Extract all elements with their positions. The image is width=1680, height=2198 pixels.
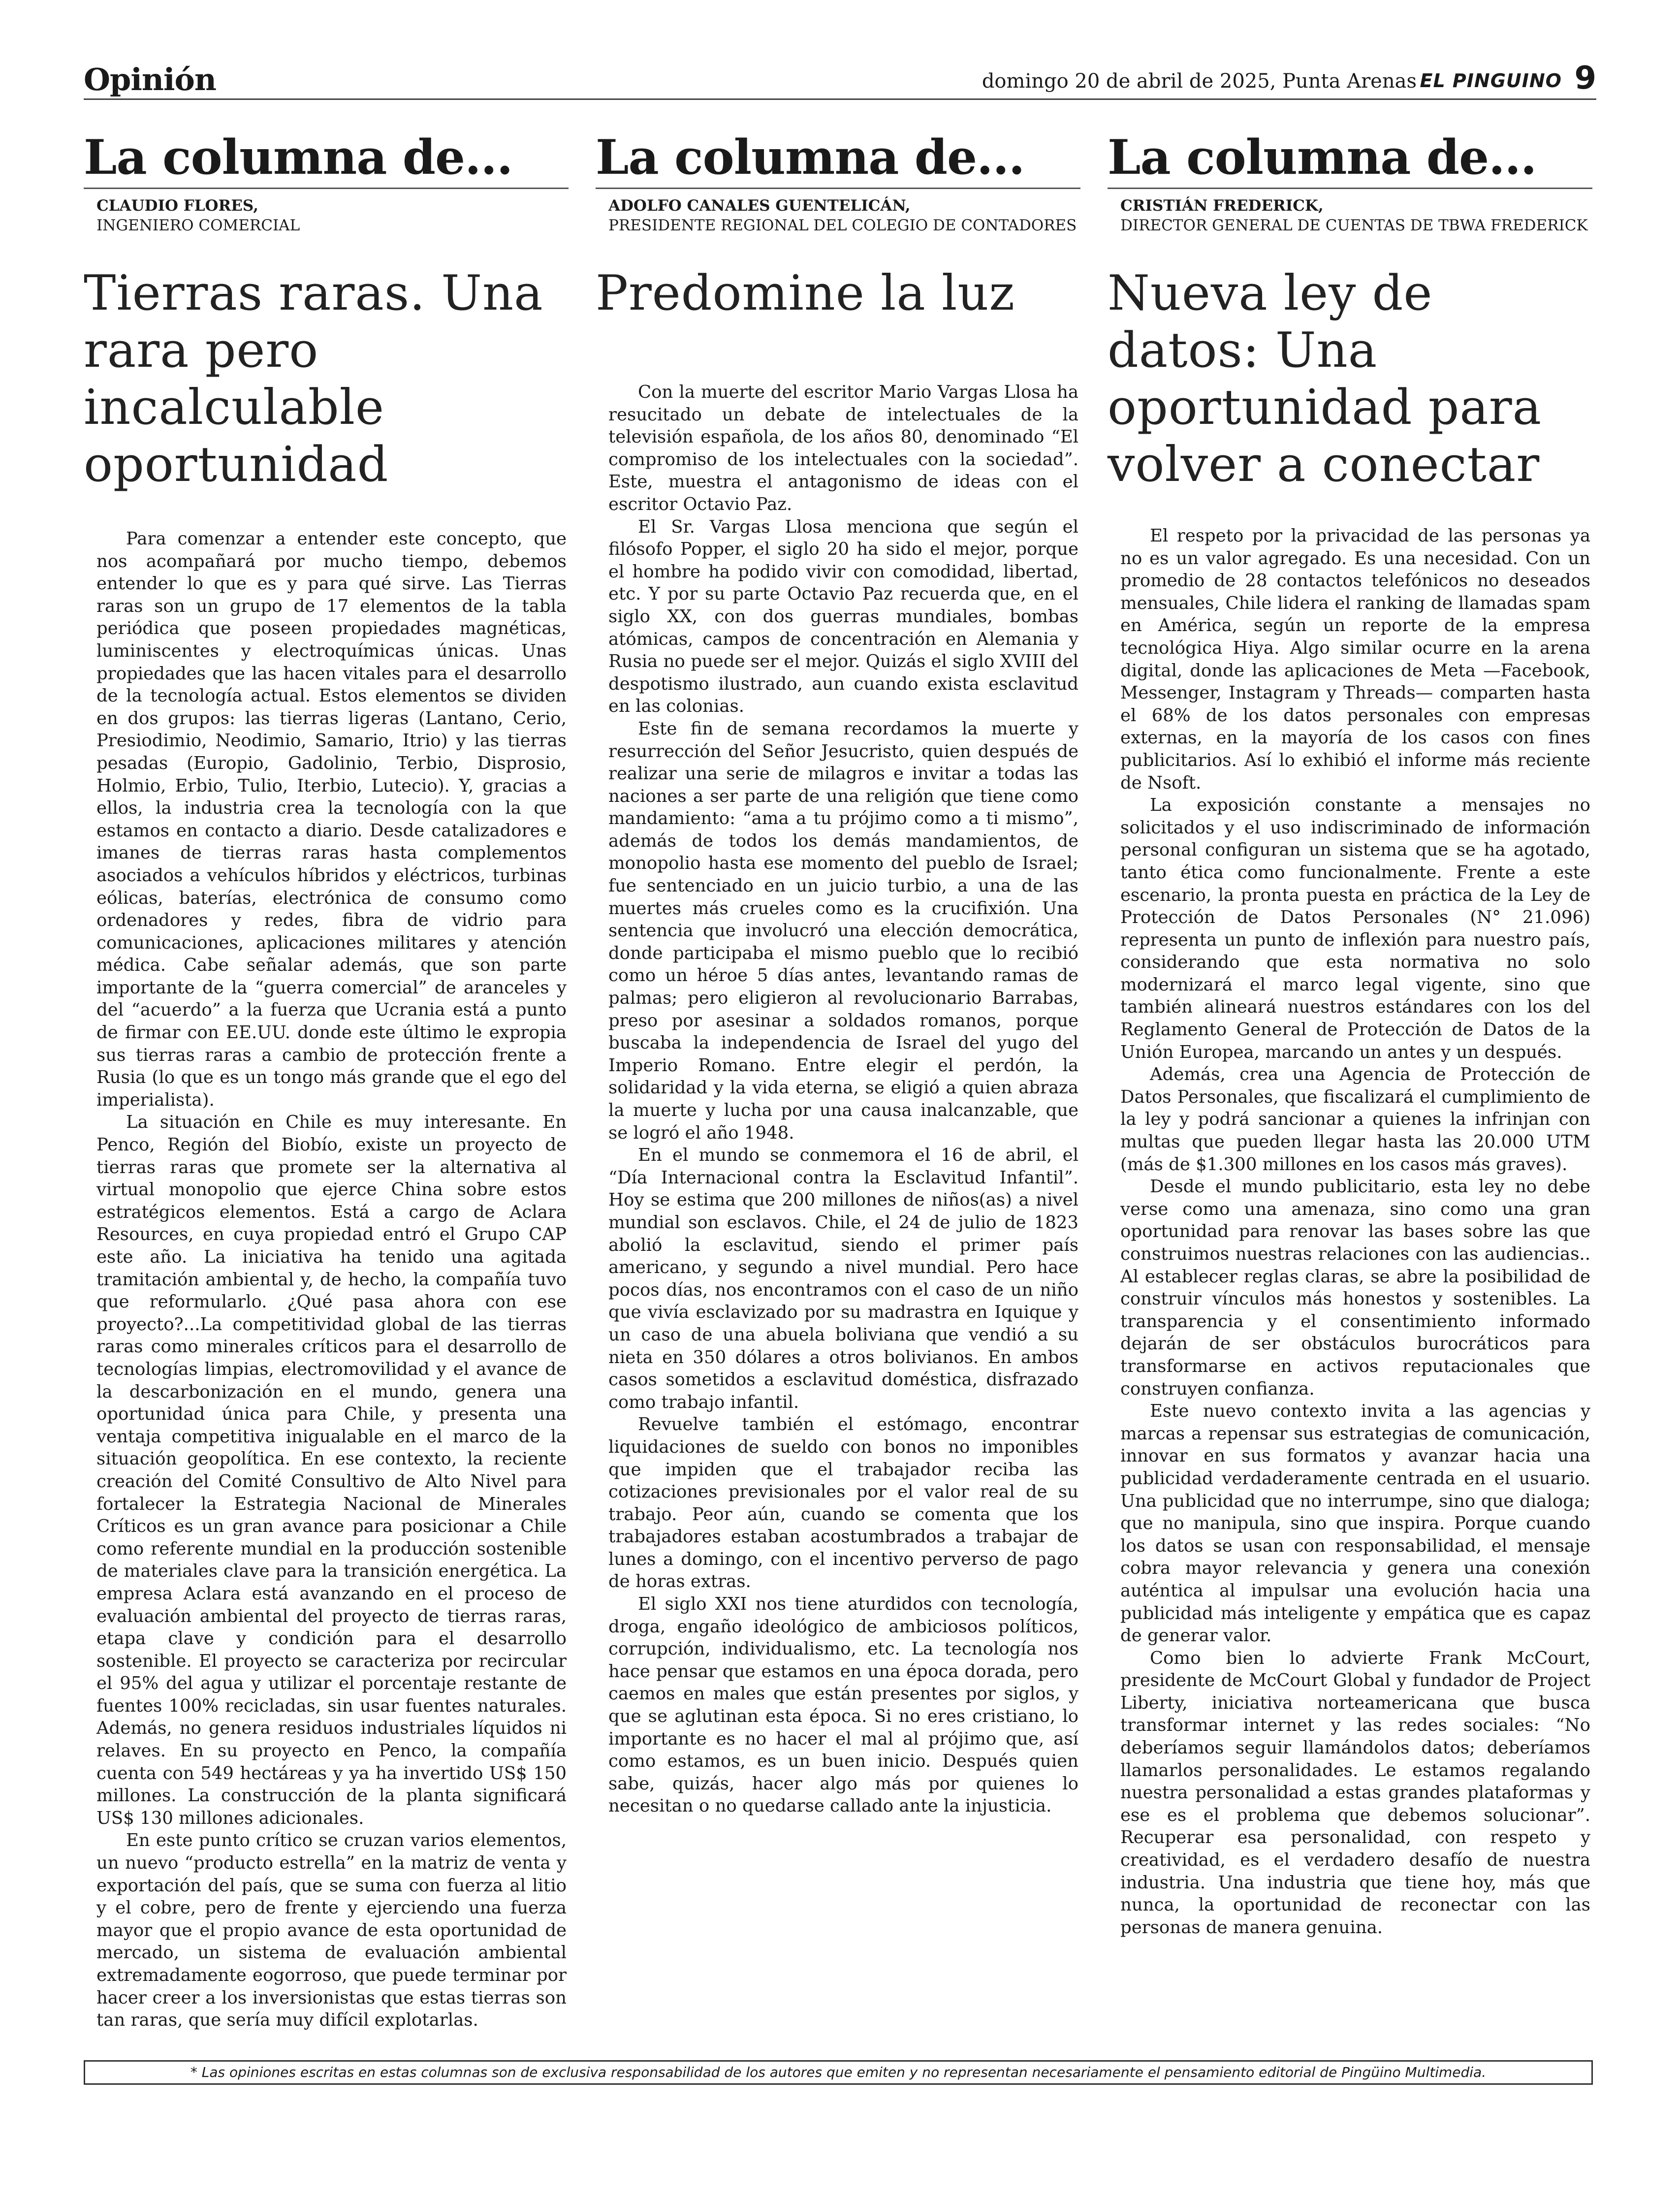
- paragraph: La situación en Chile es muy interesante. En Penco, Región del Biobío, existe un proyecto de tierras raras que promete ser la alternativa al virtual monopolio que ejerce China sobre estos estratégicos elementos. Está a cargo de Aclara Resources, en cuya propiedad entró el Grupo CAP este año. La iniciativa ha tenido una agitada tramitación ambiental y, de hecho, la compañía tuvo que reformularlo. ¿Qué pasa ahora con ese proyecto?...La competitividad global de las tierras raras como minerales críticos para el desarrollo de tecnologías limpias, electromovilidad y el avance de la descarbonización en el mundo, genera una oportunidad única para Chile, y presenta una ventaja competitiva inigualable en el marco de la situación geopolítica. En ese contexto, la reciente creación del Comité Consultivo de Alto Nivel para fortalecer la Estrategia Nacional de Minerales Críticos es un gran avance para posicionar a Chile como referente mundial en la producción sostenible de materiales clave para la transición energética. La empresa Aclara está avanzando en el proceso de evaluación ambiental del proyecto de tierras raras, etapa clave y condición para el desarrollo sostenible. El proyecto se caracteriza por recircular el 95% del agua y utilizar el porcentaje restante de fuentes 100% recicladas, sin usar fuentes naturales. Además, no genera residuos industriales líquidos ni relaves. En su proyecto en Penco, la compañía cuenta con 549 hectáreas y ya ha invertido US$ 150 millones. La construcción de la planta significará US$ 130 millones adicionales.: [96, 1112, 567, 1828]
- paragraph: Desde el mundo publicitario, esta ley no debe verse como una amenaza, sino como una gran oportunidad para renovar las bases sobre las que construimos nuestras relaciones con las audiencias.. Al establecer reglas claras, se abre la posibilidad de construir vínculos más honestos y sostenibles. La transparencia y el consentimiento informado dejarán de ser obstáculos burocráticos para transformarse en activos reputacionales que construyen confianza.: [1120, 1177, 1590, 1399]
- column-1: [84, 130, 569, 2031]
- disclaimer-box: * Las opiniones escritas en estas columnas son de exclusiva responsabilidad de los autores que emiten y no representan necesariamente el pensamiento editorial de Pingüino Multimedia.: [84, 2060, 1593, 2085]
- paragraph: La exposición constante a mensajes no solicitados y el uso indiscriminado de información personal configuran un sistema que se ha agotado, tanto ética como funcionalmente. Frente a este escenario, la pronta puesta en práctica de la Ley de Protección de Datos Personales (N° 21.096) representa un punto de inflexión para nuestro país, considerando que esta normativa no solo modernizará el marco legal vigente, sino que también alineará nuestros estándares con los del Reglamento General de Protección de Datos de la Unión Europea, marcando un antes y un después.: [1120, 795, 1590, 1062]
- author-name: CRISTIÁN FREDERICK,: [1120, 197, 1324, 215]
- article-body: [1120, 525, 1590, 1939]
- column-kicker: La columna de...: [84, 130, 569, 189]
- section-name: Opinión: [84, 62, 216, 97]
- paragraph: En este punto crítico se cruzan varios elementos, un nuevo “producto estrella” en la matriz de venta y exportación del país, que se suma con fuerza al litio y el cobre, pero de frente y ejerciendo una fuerza mayor que el propio avance de esta oportunidad de mercado, un sistema de evaluación ambiental extremadamente eogorroso, que puede terminar por hacer creer a los inversionistas que estas tierras son tan raras, que sería muy difícil explotarlas.: [96, 1830, 567, 2031]
- author-role: PRESIDENTE REGIONAL DEL COLEGIO DE CONTADORES: [608, 217, 1077, 234]
- paragraph: En el mundo se conmemora el 16 de abril, el “Día Internacional contra la Esclavitud Infantil”. Hoy se estima que 200 millones de niños(as) a nivel mundial son esclavos. Chile, el 24 de julio de 1823 abolió la esclavitud, siendo el primer país americano, y segundo a nivel mundial. Pero hace pocos días, nos encontramos con el caso de un niño que vivía esclavizado por su madrastra en Iquique y un caso de una abuela boliviana que vendió a su nieta en 350 dólares a otros bolivianos. En ambos casos sometidos a esclavitud doméstica, disfrazado como trabajo infantil.: [608, 1145, 1078, 1412]
- column-2: [596, 130, 1080, 2031]
- byline: [1120, 196, 1592, 235]
- paragraph: El Sr. Vargas Llosa menciona que según el filósofo Popper, el siglo 20 ha sido el mejor, porque el hombre ha podido vivir con comodidad, libertad, etc. Y por su parte Octavio Paz recuerda que, en el siglo XX, con dos guerras mundiales, bombas atómicas, campos de concentración en Alemania y Rusia no puede ser el mejor. Quizás el siglo XVIII del despotismo ilustrado, aun cuando exista esclavitud en las colonias.: [608, 516, 1078, 717]
- paragraph: El respeto por la privacidad de las personas ya no es un valor agregado. Es una necesidad. Con un promedio de 28 contactos telefónicos no deseados mensuales, Chile lidera el ranking de llamadas spam en América, según un reporte de la empresa tecnológica Hiya. Algo similar ocurre en la arena digital, donde las aplicaciones de Meta —Facebook, Messenger, Instagram y Threads— comparten hasta el 68% de los datos personales con empresas externas, en la mayoría de los casos con fines publicitarios. Así lo exhibió el informe más reciente de Nsoft.: [1120, 526, 1590, 793]
- page-number: 9: [1574, 60, 1596, 96]
- article-headline: Nueva ley de datos: Una oportunidad para volver a conectar: [1108, 265, 1542, 493]
- paragraph: Este fin de semana recordamos la muerte y resurrección del Señor Jesucristo, quien después de realizar una serie de milagros e invitar a todas las naciones a ser parte de una religión que tiene como mandamiento: “ama a tu prójimo como a ti mismo”, además de todos los demás mandamientos, de monopolio hasta ese momento del pueblo de Israel; fue sentenciado en un juicio turbio, a una de las muertes más crueles como es la crucifixión. Una sentencia que involucró una elección democrática, donde participaba el mismo pueblo que lo recibió como un héroe 5 días antes, levantando ramas de palmas; pero eligieron al revolucionario Barrabas, preso por asesinar a soldados romanos, porque buscaba la independencia de Israel del yugo del Imperio Romano. Entre elegir el perdón, la solidaridad y la vida eterna, se eligió a quien abraza la muerte y lucha por una causa inalcanzable, que se logró el año 1948.: [608, 718, 1078, 1143]
- paragraph: Además, crea una Agencia de Protección de Datos Personales, que fiscalizará el cumplimiento de la ley y podrá sancionar a quienes la infrinjan con multas que pueden llegar hasta las 20.000 UTM (más de $1.300 millones en los casos más graves).: [1120, 1064, 1590, 1175]
- newspaper-logo: EL PINGUINO: [1420, 70, 1562, 92]
- paragraph: Para comenzar a entender este concepto, que nos acompañará por mucho tiempo, debemos entender lo que es y para qué sirve. Las Tierras raras son un grupo de 17 elementos de la tabla periódica que poseen propiedades magnéticas, luminiscentes y electroquímicas únicas. Unas propiedades que las hacen vitales para el desarrollo de la tecnología actual. Estos elementos se dividen en dos grupos: las tierras ligeras (Lantano, Cerio, Presiodimio, Neodimio, Samario, Itrio) y las tierras pesadas (Europio, Gadolinio, Terbio, Disprosio, Holmio, Erbio, Tulio, Iterbio, Lutecio). Y, gracias a ellos, la industria crea la tecnología con la que estamos en contacto a diario. Desde catalizadores e imanes de tierras raras hasta complementos asociados a vehículos híbridos y eléctricos, turbinas eólicas, baterías, electrónica de consumo como ordenadores y redes, fibra de vidrio para comunicaciones, aplicaciones militares y atención médica. Cabe señalar además, que son parte importante de la “guerra comercial” de aranceles y del “acuerdo” a la fuerza que Ucrania está a punto de firmar con EE.UU. donde este último le expropia sus tierras raras a cambio de protección frente a Rusia (lo que es un tongo más grande que el ego del imperialista).: [96, 529, 567, 1110]
- article-body: [608, 381, 1078, 1817]
- column-3: [1108, 130, 1592, 2031]
- dateline: domingo 20 de abril de 2025, Punta Arenas: [982, 70, 1417, 93]
- paragraph: El siglo XXI nos tiene aturdidos con tecnología, droga, engaño ideológico de ambiciosos políticos, corrupción, individualismo, etc. La tecnología nos hace pensar que estamos en una época dorada, pero caemos en males que están presentes por siglos, y que se aglutinan esta época. Si no eres cristiano, lo importante es no hacer el mal al prójimo que, así como estamos, es un buen inicio. Después quien sabe, quizás, hacer algo más por quienes lo necesitan o no quedarse callado ante la injusticia.: [608, 1594, 1078, 1816]
- byline: [96, 196, 569, 235]
- author-name: ADOLFO CANALES GUENTELICÁN,: [608, 197, 911, 215]
- column-kicker: La columna de...: [596, 130, 1080, 189]
- page-header: [84, 59, 1596, 100]
- author-role: DIRECTOR GENERAL DE CUENTAS DE TBWA FREDERICK: [1120, 217, 1588, 234]
- paragraph: Con la muerte del escritor Mario Vargas Llosa ha resucitado un debate de intelectuales de la televisión española, de los años 80, denominado “El compromiso de los intelectuales con la sociedad”. Este, muestra el antagonismo de ideas con el escritor Octavio Paz.: [608, 382, 1078, 514]
- article-body: [96, 528, 567, 2032]
- article-headline: Tierras raras. Una rara pero incalculable oportunidad: [84, 265, 543, 493]
- column-kicker: La columna de...: [1108, 130, 1592, 189]
- article-headline: Predomine la luz: [596, 265, 1015, 321]
- byline: [608, 196, 1080, 235]
- paragraph: Este nuevo contexto invita a las agencias y marcas a repensar sus estrategias de comunicación, innovar en sus formatos y avanzar hacia una publicidad verdaderamente centrada en el usuario. Una publicidad que no interrumpe, sino que dialoga; que no manipula, sino que inspira. Porque cuando los datos se usan con responsabilidad, el mensaje cobra mayor relevancia y genera una conexión auténtica al impulsar una evolución hacia una publicidad más inteligente y empática que es capaz de generar valor.: [1120, 1401, 1590, 1646]
- author-name: CLAUDIO FLORES,: [96, 197, 259, 215]
- paragraph: Revuelve también el estómago, encontrar liquidaciones de sueldo con bonos no imponibles que impiden que el trabajador reciba las cotizaciones previsionales por el valor real de su trabajo. Peor aún, cuando se comenta que los trabajadores estaban acostumbrados a trabajar de lunes a domingo, con el incentivo perverso de pago de horas extras.: [608, 1414, 1078, 1592]
- author-role: INGENIERO COMERCIAL: [96, 217, 300, 234]
- paragraph: Como bien lo advierte Frank McCourt, presidente de McCourt Global y fundador de Project Liberty, iniciativa norteamericana que busca transformar internet y las redes sociales: “No deberíamos seguir llamándolos datos; deberíamos llamarlos personalidades. Le estamos regalando nuestra personalidad a estas grandes plataformas y ese es el problema que debemos solucionar”. Recuperar esa personalidad, con respeto y creatividad, es el verdadero desafío de nuestra industria. Una industria que tiene hoy, más que nunca, la oportunidad de reconectar con las personas de manera genuina.: [1120, 1648, 1590, 1938]
